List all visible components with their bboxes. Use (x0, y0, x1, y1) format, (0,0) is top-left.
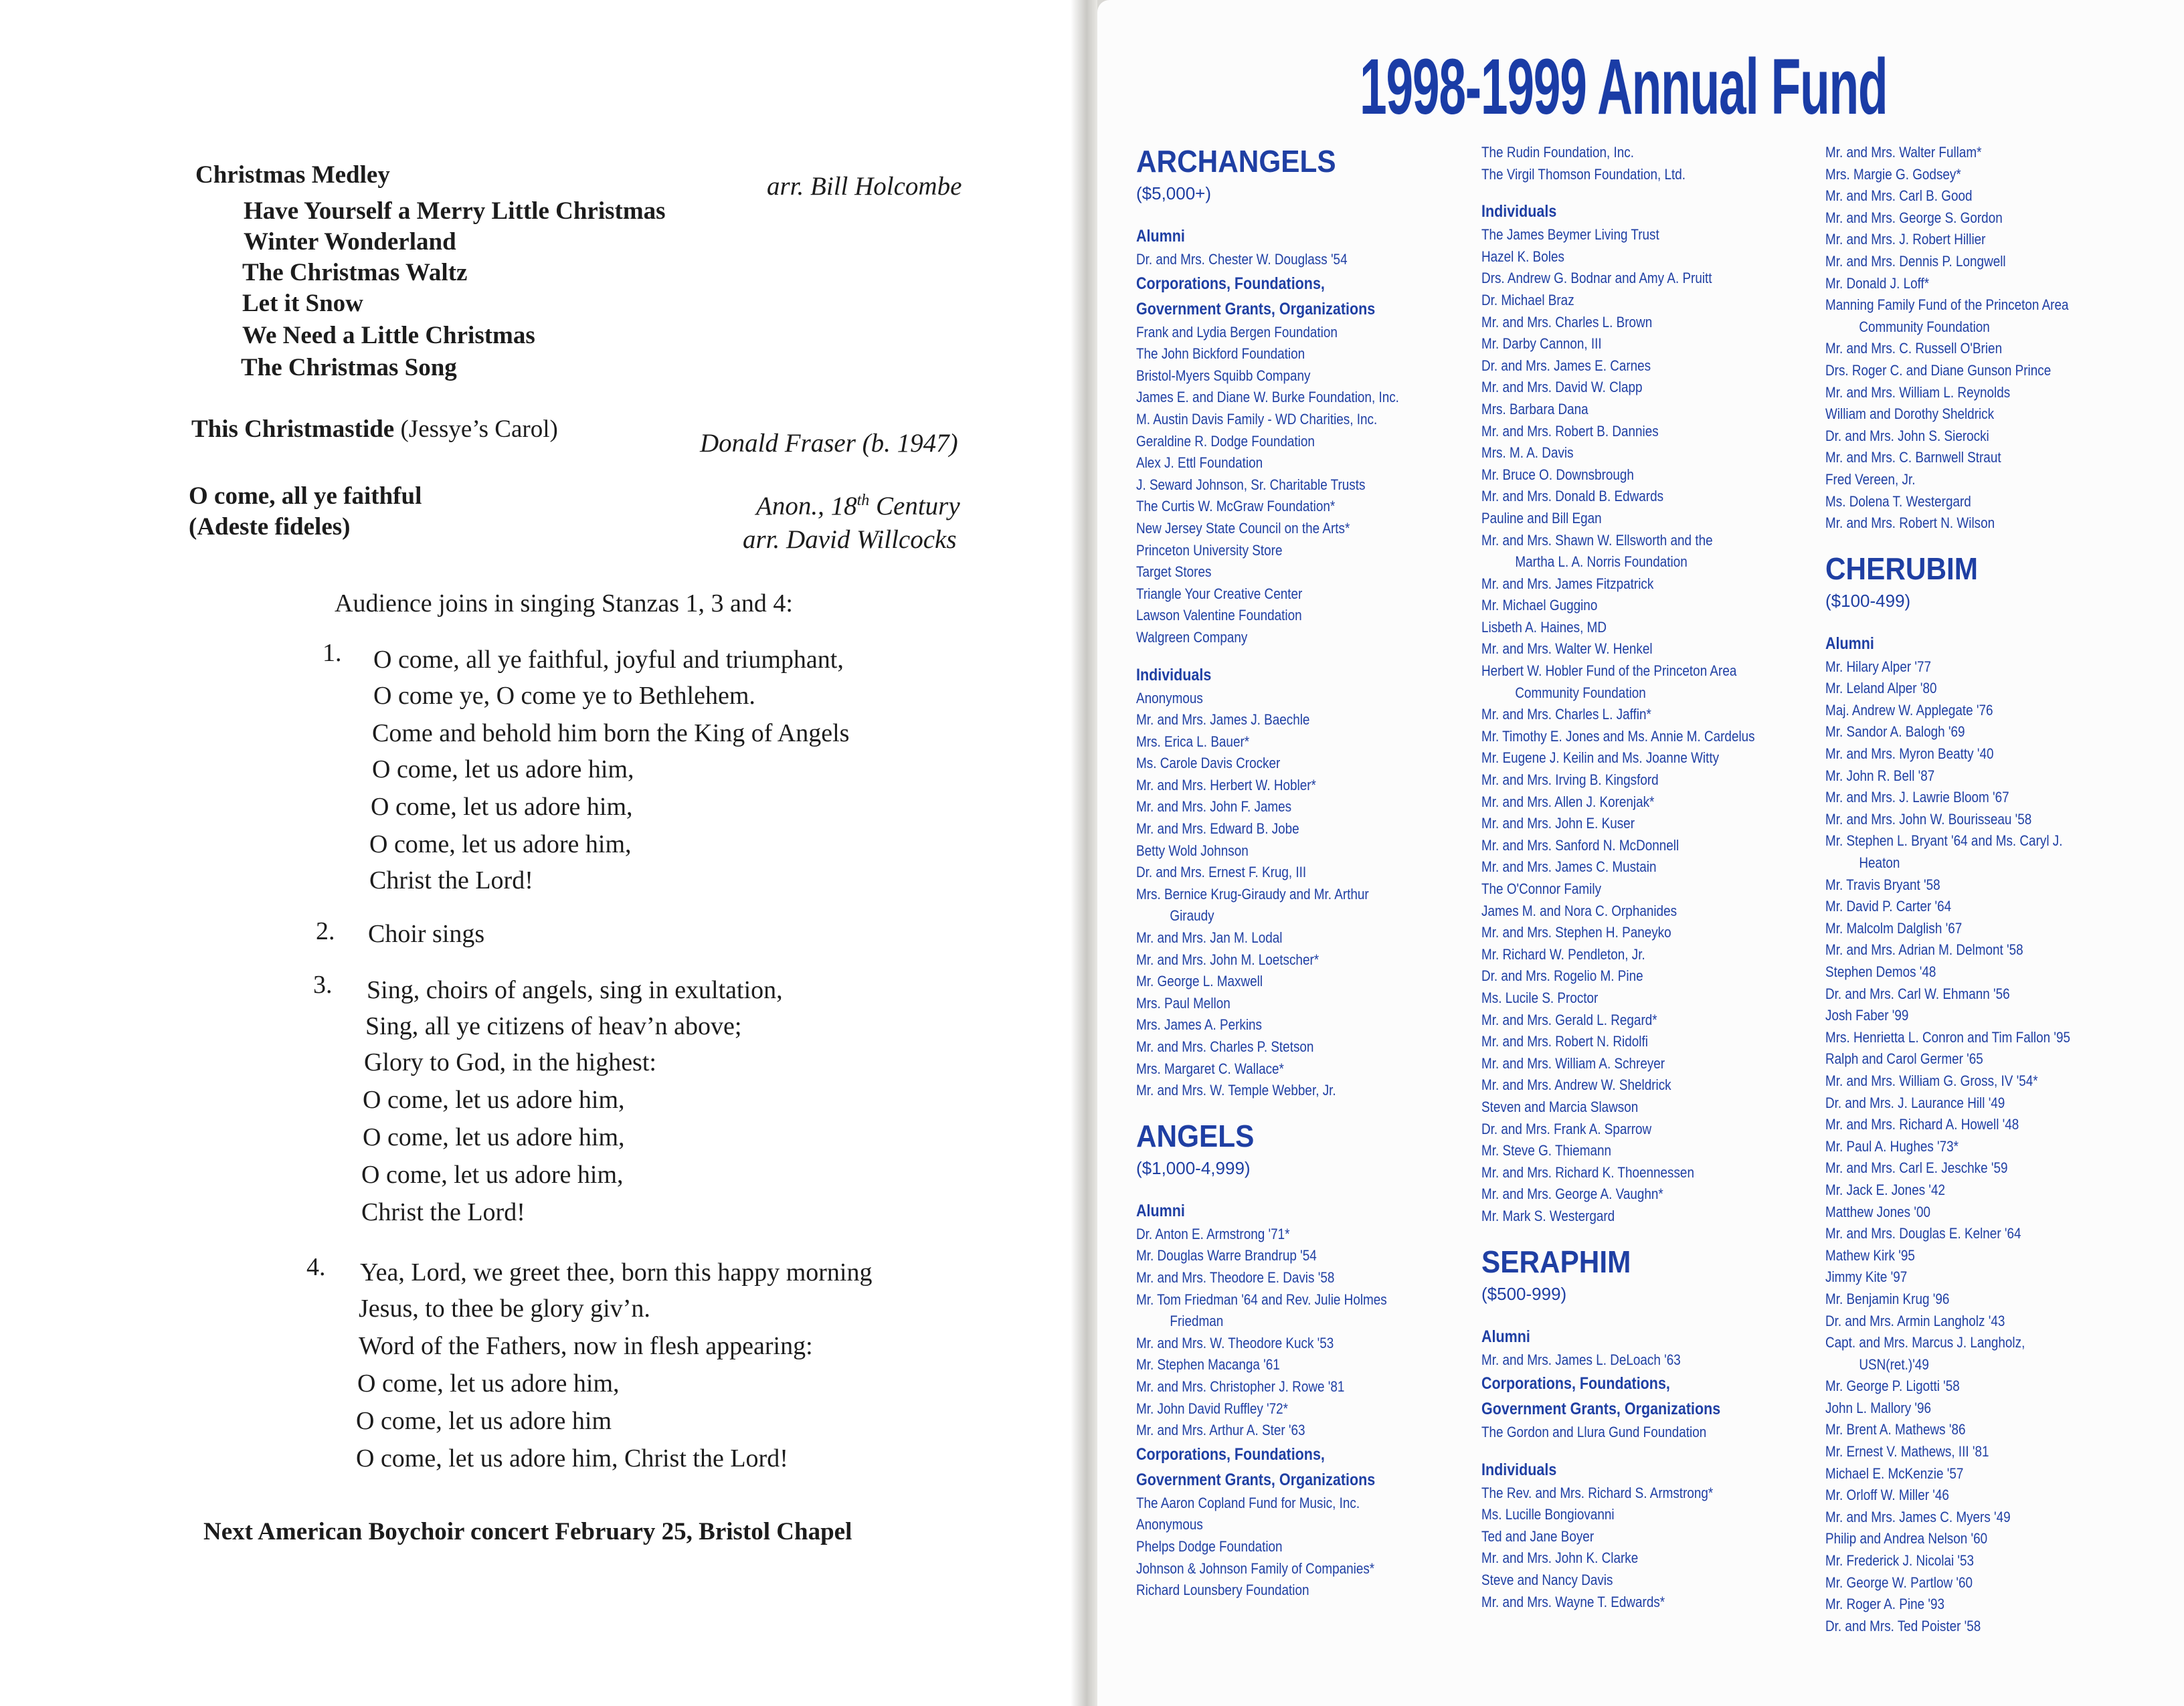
donor-name: Mr. and Mrs. J. Lawrie Bloom '67 (1825, 789, 2009, 806)
donor-name: Dr. and Mrs. James E. Carnes (1481, 357, 1651, 374)
medley-song: Have Yourself a Merry Little Christmas (244, 197, 666, 225)
donor-name: Mr. George P. Ligotti '58 (1825, 1378, 1960, 1395)
category-heading: Alumni (1481, 1327, 1530, 1346)
donor-name: Mr. and Mrs. John W. Bourisseau '58 (1825, 810, 2032, 828)
donor-name: Mr. and Mrs. Donald B. Edwards (1481, 488, 1664, 505)
donor-name: Mr. and Mrs. William A. Schreyer (1481, 1054, 1665, 1072)
donor-name: John L. Mallory '96 (1825, 1399, 1932, 1416)
piece2-title-block (191, 415, 558, 444)
donor-name: Mr. Stephen Macanga '61 (1136, 1356, 1280, 1373)
donor-name: Mrs. Barbara Dana (1481, 400, 1588, 417)
category-heading: Government Grants, Organizations (1136, 299, 1376, 318)
donor-name: Anonymous (1136, 689, 1203, 706)
medley-song: The Christmas Waltz (242, 259, 468, 286)
donor-name: Drs. Roger C. and Diane Gunson Prince (1825, 361, 2052, 379)
donor-name: Jimmy Kite '97 (1825, 1268, 1908, 1286)
donor-name: Mr. Steve G. Thiemann (1481, 1142, 1611, 1159)
donor-name: Mr. and Mrs. Walter Fullam* (1825, 144, 1982, 161)
donor-name: Mr. and Mrs. David W. Clapp (1481, 379, 1643, 396)
stanza-line: Sing, choirs of angels, sing in exultation, (367, 976, 783, 1004)
stanza-line: O come, let us adore him, Christ the Lord! (356, 1444, 788, 1473)
next-concert-note: Next American Boychoir concert February 25, Bristol Chapel (203, 1518, 852, 1545)
tier-range: ($100-499) (1825, 590, 1911, 611)
donor-name: Mr. Leland Alper '80 (1825, 680, 1937, 697)
donor-name: Mr. and Mrs. Herbert W. Hobler* (1136, 776, 1316, 793)
donor-name: Mr. and Mrs. Irving B. Kingsford (1481, 771, 1659, 789)
donor-name: The Virgil Thomson Foundation, Ltd. (1481, 165, 1686, 183)
donor-name: Ted and Jane Boyer (1481, 1527, 1595, 1545)
donor-name: Ms. Carole Davis Crocker (1136, 755, 1281, 772)
donor-name: Mr. and Mrs. Robert N. Ridolfi (1481, 1033, 1648, 1050)
donor-name: Mr. Donald J. Loff* (1825, 274, 1930, 292)
donor-name: Dr. and Mrs. Carl W. Ehmann '56 (1825, 985, 2010, 1002)
stanza-line: O come, let us adore him (356, 1407, 612, 1435)
medley-song: Winter Wonderland (244, 228, 456, 256)
donor-name: Mr. George W. Partlow '60 (1825, 1574, 1973, 1591)
stanza-line: O come, let us adore him, (363, 1123, 625, 1151)
donor-name: Steve and Nancy Davis (1481, 1572, 1613, 1589)
donor-name: Mr. and Mrs. Richard K. Thoennessen (1481, 1163, 1694, 1181)
donor-name: Giraudy (1170, 907, 1214, 925)
donor-name: Steven and Marcia Slawson (1481, 1098, 1639, 1115)
donor-name: Mr. and Mrs. Carl B. Good (1825, 187, 1973, 205)
stanza-line: O come, all ye faithful, joyful and triumphant, (373, 646, 844, 674)
donor-name: Mr. Malcolm Dalglish '67 (1825, 919, 1963, 937)
annual-fund-title: 1998-1999 Annual Fund (1360, 43, 1888, 131)
donor-name: Mr. and Mrs. James C. Myers '49 (1825, 1508, 2011, 1525)
donor-name: Mr. and Mrs. W. Theodore Kuck '53 (1136, 1334, 1334, 1351)
donor-name: New Jersey State Council on the Arts* (1136, 519, 1350, 537)
tier-heading-angels: ANGELS (1136, 1118, 1255, 1153)
donor-name: Pauline and Bill Egan (1481, 509, 1602, 527)
donor-name: J. Seward Johnson, Sr. Charitable Trusts (1136, 476, 1366, 493)
donor-name: Mr. Sandor A. Balogh '69 (1825, 723, 1965, 741)
donor-name: Mr. Richard W. Pendleton, Jr. (1481, 945, 1645, 963)
stanza-line: Come and behold him born the King of Angels (372, 719, 850, 747)
donor-name: Target Stores (1136, 563, 1212, 581)
donor-name: Mr. and Mrs. Charles L. Brown (1481, 313, 1653, 330)
medley-song: The Christmas Song (241, 354, 457, 381)
category-heading: Government Grants, Organizations (1136, 1470, 1376, 1489)
donor-name: The Aaron Copland Fund for Music, Inc. (1136, 1494, 1360, 1511)
donor-name: Community Foundation (1859, 318, 1990, 335)
stanza-line: O come, let us adore him, (363, 1086, 625, 1114)
stanza-line: O come, let us adore him, (369, 830, 632, 858)
donor-name: Mr. Ernest V. Mathews, III '81 (1825, 1443, 1989, 1460)
stanza-line: Glory to God, in the highest: (364, 1048, 656, 1076)
donor-name: Mrs. Paul Mellon (1136, 994, 1231, 1012)
category-heading: Alumni (1825, 634, 1874, 653)
donor-name: Mr. and Mrs. Charles L. Jaffin* (1481, 706, 1651, 723)
donor-name: The O'Connor Family (1481, 880, 1602, 897)
stanza-line: O come, let us adore him, (372, 755, 634, 783)
tier-range: ($500-999) (1481, 1283, 1567, 1304)
donor-name: Mr. and Mrs. Robert B. Dannies (1481, 422, 1659, 440)
donor-name: Mr. Bruce O. Downsbrough (1481, 466, 1634, 483)
stanza-line: Jesus, to thee be glory giv’n. (359, 1295, 650, 1323)
category-heading: Alumni (1136, 227, 1185, 246)
donor-column-3 (1825, 142, 2117, 1637)
donor-name: The John Bickford Foundation (1136, 345, 1305, 363)
tier-heading-archangels: ARCHANGELS (1136, 144, 1336, 179)
donor-name: Phelps Dodge Foundation (1136, 1537, 1283, 1555)
donor-name: Mr. and Mrs. Andrew W. Sheldrick (1481, 1076, 1671, 1094)
donor-name: Mr. and Mrs. John M. Loetscher* (1136, 951, 1320, 968)
donor-name: Mr. and Mrs. Adrian M. Delmont '58 (1825, 941, 2023, 959)
donor-name: Dr. Anton E. Armstrong '71* (1136, 1225, 1290, 1242)
donor-name: Josh Faber '99 (1825, 1007, 1909, 1024)
donor-name: Community Foundation (1515, 684, 1646, 701)
stanza-line: O come, let us adore him, (361, 1161, 624, 1189)
stanza-line: Christ the Lord! (369, 866, 533, 894)
donor-name: Anonymous (1136, 1516, 1203, 1533)
donor-name: USN(ret.)'49 (1859, 1355, 1929, 1373)
donor-name: The Gordon and Llura Gund Foundation (1481, 1424, 1707, 1441)
category-heading: Individuals (1481, 202, 1557, 221)
donor-name: Johnson & Johnson Family of Companies* (1136, 1559, 1375, 1577)
donor-name: Mr. John David Ruffley '72* (1136, 1400, 1289, 1417)
donor-name: Ms. Dolena T. Westergard (1825, 492, 1971, 510)
donor-name: Mr. Jack E. Jones '42 (1825, 1181, 1946, 1198)
donor-name: Mr. and Mrs. George S. Gordon (1825, 209, 2003, 226)
stanza-number: 4. (306, 1253, 326, 1281)
donor-name: Ms. Lucile S. Proctor (1481, 989, 1599, 1006)
donor-name: Mr. and Mrs. Edward B. Jobe (1136, 820, 1299, 838)
donor-name: Mrs. Henrietta L. Conron and Tim Fallon '95 (1825, 1028, 2071, 1046)
stanza-line: Word of the Fathers, now in flesh appearing: (359, 1332, 813, 1360)
donor-name: Mr. Eugene J. Keilin and Ms. Joanne Witty (1481, 749, 1720, 767)
category-heading: Government Grants, Organizations (1481, 1400, 1721, 1419)
donor-name: Mathew Kirk '95 (1825, 1246, 1915, 1264)
donor-name: Lawson Valentine Foundation (1136, 607, 1302, 624)
donor-name: Mr. and Mrs. Walter W. Henkel (1481, 640, 1653, 658)
donor-name: Mr. Hilary Alper '77 (1825, 658, 1932, 675)
donor-name: Mr. Darby Cannon, III (1481, 335, 1602, 353)
donor-name: Mrs. Margaret C. Wallace* (1136, 1060, 1284, 1077)
donor-name: Hazel K. Boles (1481, 248, 1564, 265)
donor-name: Mr. and Mrs. Jan M. Lodal (1136, 929, 1283, 947)
donor-name: Mr. Travis Bryant '58 (1825, 876, 1940, 893)
category-heading: Individuals (1136, 665, 1212, 684)
piece3-title: O come, all ye faithful (189, 482, 422, 510)
medley-arranger: arr. Bill Holcombe (767, 172, 962, 201)
donor-name: Mr. and Mrs. Gerald L. Regard* (1481, 1011, 1657, 1028)
piece2-subtitle: (Jessye’s Carol) (394, 415, 558, 443)
donor-name: Mr. and Mrs. James J. Baechle (1136, 711, 1310, 729)
donor-name: Drs. Andrew G. Bodnar and Amy A. Pruitt (1481, 270, 1712, 287)
donor-name: Mr. Timothy E. Jones and Ms. Annie M. Cardelus (1481, 727, 1755, 745)
donor-name: Martha L. A. Norris Foundation (1515, 553, 1688, 571)
donor-name: The Curtis W. McGraw Foundation* (1136, 498, 1336, 515)
donor-name: Manning Family Fund of the Princeton Area (1825, 296, 2069, 314)
donor-name: The Rudin Foundation, Inc. (1481, 144, 1634, 161)
donor-name: Mr. and Mrs. Myron Beatty '40 (1825, 745, 1994, 763)
donor-name: Mr. and Mrs. John E. Kuser (1481, 815, 1635, 832)
tier-heading-cherubim: CHERUBIM (1825, 551, 1979, 586)
donor-name: Mr. Frederick J. Nicolai '53 (1825, 1552, 1975, 1570)
donor-name: Mr. and Mrs. Dennis P. Longwell (1825, 252, 2006, 270)
donor-name: Mr. Brent A. Mathews '86 (1825, 1421, 1966, 1438)
donor-name: Fred Vereen, Jr. (1825, 470, 1916, 488)
donor-name: Mrs. James A. Perkins (1136, 1016, 1263, 1034)
donor-name: Mr. and Mrs. Richard A. Howell '48 (1825, 1116, 2019, 1133)
donor-name: Mr. and Mrs. Arthur A. Ster '63 (1136, 1422, 1305, 1439)
donor-name: Mr. and Mrs. James C. Mustain (1481, 858, 1657, 876)
donor-name: Richard Lounsbery Foundation (1136, 1582, 1309, 1599)
donor-name: Mr. Mark S. Westergard (1481, 1207, 1615, 1224)
piece3-composer (756, 491, 960, 521)
donor-name: Mr. and Mrs. James Fitzpatrick (1481, 575, 1654, 592)
audience-note: Audience joins in singing Stanzas 1, 3 and 4: (335, 589, 793, 618)
donor-name: The Rev. and Mrs. Richard S. Armstrong* (1481, 1484, 1714, 1501)
donor-name: Triangle Your Creative Center (1136, 585, 1303, 602)
donor-name: Princeton University Store (1136, 541, 1283, 559)
donor-name: Mr. and Mrs. William L. Reynolds (1825, 383, 2011, 401)
donor-name: Mr. and Mrs. John K. Clarke (1481, 1549, 1639, 1567)
donor-name: Mr. John R. Bell '87 (1825, 767, 1935, 784)
donor-name: Mr. and Mrs. Carl E. Jeschke '59 (1825, 1159, 2008, 1177)
donor-name: Matthew Jones '00 (1825, 1203, 1931, 1220)
book-gutter (1071, 0, 1097, 1706)
donor-name: Mr. and Mrs. Charles P. Stetson (1136, 1038, 1314, 1055)
piece2-composer: Donald Fraser (b. 1947) (700, 429, 958, 458)
donor-name: Dr. and Mrs. Rogelio M. Pine (1481, 967, 1643, 985)
donor-name: Dr. and Mrs. Chester W. Douglass '54 (1136, 251, 1348, 268)
donor-name: Mrs. M. A. Davis (1481, 444, 1574, 462)
donor-name: Mr. Stephen L. Bryant '64 and Ms. Caryl J. (1825, 832, 2063, 850)
donor-name: Dr. and Mrs. J. Laurance Hill '49 (1825, 1094, 2005, 1111)
donor-name: Mr. and Mrs. Robert N. Wilson (1825, 514, 1995, 532)
donor-name: Dr. and Mrs. Ernest F. Krug, III (1136, 864, 1307, 881)
donor-name: Heaton (1859, 854, 1900, 872)
donor-column-1 (1136, 142, 1449, 1602)
donor-name: Ms. Lucille Bongiovanni (1481, 1506, 1615, 1523)
tier-range: ($5,000+) (1136, 183, 1212, 203)
donor-name: William and Dorothy Sheldrick (1825, 405, 1995, 423)
donor-name: Mr. Tom Friedman '64 and Rev. Julie Holmes (1136, 1291, 1387, 1308)
piece3-composer-post: Century (869, 492, 960, 520)
donor-name: James M. and Nora C. Orphanides (1481, 902, 1677, 919)
donor-name: Mr. Douglas Warre Brandrup '54 (1136, 1247, 1317, 1264)
category-heading: Alumni (1136, 1201, 1185, 1220)
donor-name: Mr. George L. Maxwell (1136, 973, 1263, 990)
donor-name: Mr. and Mrs. Theodore E. Davis '58 (1136, 1268, 1335, 1286)
category-heading: Corporations, Foundations, (1136, 1444, 1325, 1464)
donor-name: Mr. and Mrs. Allen J. Korenjak* (1481, 793, 1655, 810)
donor-name: M. Austin Davis Family - WD Charities, Inc. (1136, 410, 1378, 428)
donor-name: Michael E. McKenzie '57 (1825, 1464, 1964, 1482)
piece3-arranger: arr. David Willcocks (743, 525, 957, 554)
donor-name: Mrs. Erica L. Bauer* (1136, 733, 1250, 750)
category-heading: Corporations, Foundations, (1136, 274, 1325, 293)
donor-name: Mr. and Mrs. John F. James (1136, 798, 1292, 816)
donor-name: Mr. and Mrs. George A. Vaughn* (1481, 1186, 1663, 1203)
donor-name: Mr. David P. Carter '64 (1825, 898, 1952, 915)
donor-name: The James Beymer Living Trust (1481, 226, 1659, 244)
donor-name: Mr. and Mrs. Wayne T. Edwards* (1481, 1593, 1665, 1610)
stanza-line: O come ye, O come ye to Bethlehem. (373, 682, 755, 710)
donor-name: Geraldine R. Dodge Foundation (1136, 432, 1315, 450)
stanza-number: 3. (313, 971, 333, 999)
piece3-composer-sup: th (856, 492, 870, 509)
donor-name: Bristol-Myers Squibb Company (1136, 367, 1311, 384)
donor-name: Maj. Andrew W. Applegate '76 (1825, 701, 1993, 719)
piece2-title: This Christmastide (191, 415, 395, 443)
donor-name: Stephen Demos '48 (1825, 963, 1936, 980)
donor-name: Mr. and Mrs. W. Temple Webber, Jr. (1136, 1082, 1336, 1099)
donor-name: Mr. and Mrs. Stephen H. Paneyko (1481, 924, 1671, 941)
donor-name: Mr. and Mrs. J. Robert Hillier (1825, 231, 1986, 248)
medley-song: Let it Snow (242, 290, 363, 317)
donor-name: Mr. Orloff W. Miller '46 (1825, 1487, 1949, 1504)
stanza-line: Choir sings (368, 920, 485, 948)
donor-name: Mr. and Mrs. William G. Gross, IV '54* (1825, 1072, 2038, 1089)
donor-name: Mr. and Mrs. Douglas E. Kelner '64 (1825, 1225, 2021, 1242)
category-heading: Corporations, Foundations, (1481, 1374, 1670, 1394)
donor-name: Dr. and Mrs. Armin Langholz '43 (1825, 1312, 2005, 1329)
stanza-line: O come, let us adore him, (357, 1369, 620, 1398)
donor-name: Betty Wold Johnson (1136, 842, 1249, 859)
stanza-number: 2. (316, 917, 335, 945)
donor-name: Alex J. Ettl Foundation (1136, 454, 1263, 472)
stanza-line: Christ the Lord! (361, 1198, 525, 1226)
stanza-line: Yea, Lord, we greet thee, born this happy morning (360, 1258, 873, 1287)
donor-name: Walgreen Company (1136, 628, 1248, 646)
stanza-number: 1. (323, 639, 342, 667)
piece3-subtitle: (Adeste fideles) (189, 513, 351, 541)
donor-name: Mr. Roger A. Pine '93 (1825, 1596, 1945, 1613)
donor-name: Philip and Andrea Nelson '60 (1825, 1530, 1988, 1547)
donor-name: Mr. Benjamin Krug '96 (1825, 1290, 1950, 1307)
donor-name: Dr. and Mrs. John S. Sierocki (1825, 427, 1989, 444)
donor-name: Mr. Michael Guggino (1481, 597, 1598, 614)
donor-name: Mr. and Mrs. C. Barnwell Straut (1825, 449, 2001, 466)
donor-name: Herbert W. Hobler Fund of the Princeton Area (1481, 662, 1737, 680)
donor-name: Mr. Paul A. Hughes '73* (1825, 1137, 1959, 1155)
piece3-composer-pre: Anon., 18 (756, 492, 857, 520)
donor-name: Mr. and Mrs. James L. DeLoach '63 (1481, 1351, 1681, 1368)
donor-name: Friedman (1170, 1313, 1224, 1330)
donor-name: Mrs. Margie G. Godsey* (1825, 165, 1961, 183)
medley-song: We Need a Little Christmas (242, 322, 535, 349)
donor-name: Dr. Michael Braz (1481, 291, 1574, 308)
donor-name: Ralph and Carol Germer '65 (1825, 1050, 1983, 1068)
donor-name: Mrs. Bernice Krug-Giraudy and Mr. Arthur (1136, 885, 1369, 903)
medley-title: Christmas Medley (195, 161, 390, 189)
donor-name: Dr. and Mrs. Ted Poister '58 (1825, 1617, 1981, 1634)
category-heading: Individuals (1481, 1460, 1557, 1479)
donor-name: Mr. and Mrs. C. Russell O'Brien (1825, 340, 2003, 357)
donor-name: Mr. and Mrs. Shawn W. Ellsworth and the (1481, 531, 1713, 549)
stanza-line: O come, let us adore him, (371, 793, 633, 821)
donor-name: Lisbeth A. Haines, MD (1481, 618, 1607, 636)
donor-name: James E. and Diane W. Burke Foundation, Inc. (1136, 389, 1399, 406)
donor-name: Mr. and Mrs. Christopher J. Rowe '81 (1136, 1378, 1345, 1395)
program-page (0, 0, 1071, 1706)
donor-name: Capt. and Mrs. Marcus J. Langholz, (1825, 1334, 2025, 1351)
donor-name: Mr. and Mrs. Sanford N. McDonnell (1481, 836, 1679, 854)
tier-range: ($1,000-4,999) (1136, 1157, 1251, 1178)
donor-name: Dr. and Mrs. Frank A. Sparrow (1481, 1120, 1652, 1137)
stanza-line: Sing, all ye citizens of heav’n above; (365, 1012, 742, 1040)
tier-heading-seraphim: SERAPHIM (1481, 1244, 1631, 1279)
donor-name: Frank and Lydia Bergen Foundation (1136, 323, 1338, 341)
donor-column-2 (1481, 142, 1807, 1613)
